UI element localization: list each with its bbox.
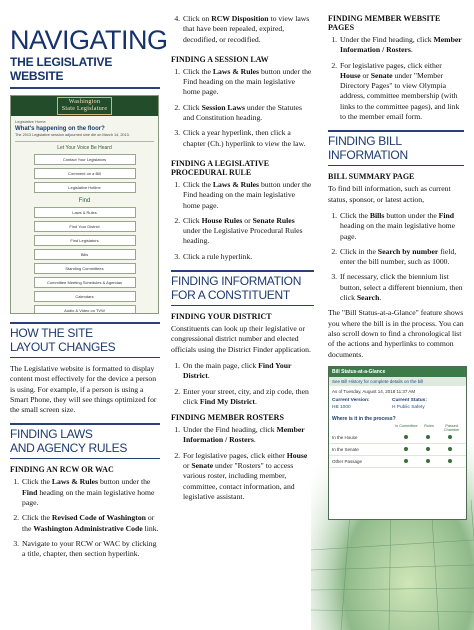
rosters-subheading: FINDING MEMBER ROSTERS (171, 413, 284, 423)
procedural-step: 2. Click House Rules or Senate Rules under the Legislative Procedural Rules heading. (182, 216, 314, 247)
status-values-row (329, 404, 466, 411)
progress-dot-icon (426, 435, 430, 439)
section-rule (171, 270, 314, 272)
status-updated: As of Tuesday, August 14, 2018 11:37 AM (332, 388, 416, 394)
progress-dot-icon (404, 459, 408, 463)
member-web-step: 1. Under the Find heading, click Member Information / Rosters. (339, 35, 464, 56)
find-button[interactable]: Laws & Rules (34, 207, 136, 218)
bill-summary-intro: To find bill information, such as current status, sponsor, or latest action, (328, 184, 451, 204)
constituent-heading-line1: FINDING INFORMATION (171, 274, 302, 289)
progress-dot-icon (448, 447, 452, 451)
column-right (328, 14, 464, 520)
bill-summary-steps (328, 211, 464, 303)
session-law-steps (171, 67, 314, 149)
logo-line2: State Legislature (61, 106, 108, 112)
version-value[interactable]: HB 1000 (332, 404, 351, 410)
find-button[interactable]: Calendars (34, 291, 136, 302)
session-step: 3. Click a year hyperlink, then click a chapter (Ch.) hyperlink to view the law. (182, 128, 314, 149)
section-rule (10, 322, 160, 324)
status-value: H Public Safety (392, 404, 425, 410)
member-web-step: 2. For legislative pages, click either House or Senate under "Member Directory Pages" to view Olympia address, committee membership (with links to the committee pages), and link to the member email form. (339, 61, 464, 123)
screenshot-text: The 2013 Legislative session adjourned sine die on March 14, 2013. (15, 133, 130, 137)
procedural-subheading-line1: FINDING A LEGISLATIVE (171, 158, 270, 168)
progress-dot-icon (448, 459, 452, 463)
bill-summary-step: 3. If necessary, click the biennium list button, select a different biennium, then click Search. (339, 272, 464, 303)
screenshot-divider (15, 141, 154, 142)
constituent-heading-line2: FOR A CONSTITUENT (171, 288, 290, 303)
process-row (329, 432, 466, 444)
status-labels-row (329, 397, 466, 404)
member-web-steps (328, 35, 464, 122)
brochure-title-line2: THE LEGISLATIVE WEBSITE (10, 55, 113, 83)
rcw-steps (10, 477, 160, 559)
section-rule (10, 423, 160, 425)
process-row-label: In the House (332, 434, 358, 440)
process-col-label: Rules (424, 423, 434, 428)
voice-button[interactable]: Contact Your Legislators (34, 154, 136, 165)
process-row (329, 456, 466, 468)
rcw-step: 4. Click on RCW Disposition to view laws that have been repealed, expired, decodified, or recodified. (182, 14, 314, 45)
procedural-steps (171, 180, 314, 262)
bill-summary-subheading: BILL SUMMARY PAGE (328, 172, 415, 182)
district-steps (171, 361, 314, 407)
rcw-step: 1. Click the Laws & Rules button under the Find heading on the main legislative home page. (21, 477, 160, 508)
rosters-step: 2. For legislative pages, click either House or Senate under "Rosters" to access various roster, including member, committee, contact information, and legislative assistant. (182, 451, 314, 502)
procedural-step: 3. Click a rule hyperlink. (182, 252, 314, 262)
find-button[interactable]: Committee Meeting Schedules & Agendas (34, 277, 136, 288)
title-rule (10, 87, 160, 89)
status-label: Current Status: (392, 397, 427, 403)
rosters-step: 1. Under the Find heading, click Member Information / Rosters. (182, 425, 314, 446)
column-middle (171, 14, 314, 507)
glance-paragraph: The "Bill Status-at-a-Glance" feature shows you where the bill is in the process. You can also scroll down to find a chronological list of the actions and hyperlinks to common documents. (328, 308, 464, 359)
bill-info-heading: FINDING BILL INFORMATION (328, 134, 408, 163)
session-step: 1. Click the Laws & Rules button under the Find heading on the main legislative home page. (182, 67, 314, 98)
brochure-title-line1: NAVIGATING (10, 25, 168, 55)
process-row-label: Other Passage (332, 458, 363, 464)
progress-dot-icon (404, 435, 408, 439)
voice-button[interactable]: Comment on a Bill (34, 168, 136, 179)
section-rule (328, 165, 464, 166)
progress-dot-icon (404, 447, 408, 451)
process-question: Where is it in the process? (332, 415, 396, 422)
voice-button[interactable]: Legislative Hotline (34, 182, 136, 193)
rcw-subheading: FINDING AN RCW OR WAC (10, 465, 114, 475)
find-button[interactable]: Standing Committees (34, 263, 136, 274)
homepage-screenshot (10, 95, 159, 314)
status-widget-title: Bill Status-at-a-Glance (329, 367, 466, 377)
legislature-logo (57, 97, 113, 115)
procedural-step: 1. Click the Laws & Rules button under the Find heading on the main legislative home page. (182, 180, 314, 211)
bill-history-link[interactable]: See Bill History for complete details on the bill (329, 377, 466, 386)
section-rule (10, 357, 160, 358)
section-rule (328, 130, 464, 132)
bill-summary-step: 2. Click in the Search by number field, enter the bill number, such as 1000. (339, 247, 464, 268)
session-step: 2. Click Session Laws under the Statutes and Constitution heading. (182, 103, 314, 124)
bill-status-widget (328, 366, 467, 520)
rcw-steps-continued (171, 14, 314, 45)
district-subheading: FINDING YOUR DISTRICT (171, 312, 272, 322)
procedural-subheading-line2: PROCEDURAL RULE (171, 167, 252, 177)
find-button[interactable]: Bills (34, 249, 136, 260)
find-heading: Find (78, 198, 91, 204)
process-columns (329, 424, 466, 432)
logo-line1: Washington (68, 99, 101, 105)
progress-dot-icon (426, 459, 430, 463)
layout-heading-line1: HOW THE SITE (10, 326, 93, 340)
layout-heading-line2: LAYOUT CHANGES (10, 340, 116, 354)
find-button[interactable]: Find Legislators (34, 235, 136, 246)
progress-dot-icon (426, 447, 430, 451)
rcw-step: 2. Click the Revised Code of Washington or the Washington Administrative Code link. (21, 513, 160, 534)
screenshot-heading: What's happening on the floor? (15, 126, 105, 132)
rcw-step: 3. Navigate to your RCW or WAC by clicking a title, chapter, then section hyperlink. (21, 539, 160, 560)
district-paragraph: Constituents can look up their legislative or congressional district number and elected officials using the District Finder application. (171, 324, 311, 354)
voice-heading: Let Your Voice Be Heard (57, 145, 112, 151)
member-web-subheading: FINDING MEMBER WEBSITE PAGES (328, 14, 441, 32)
laws-heading-line2: AND AGENCY RULES (10, 441, 128, 456)
screenshot-breadcrumb: Legislative Home (15, 119, 46, 124)
section-rule (10, 458, 160, 459)
process-row (329, 444, 466, 456)
session-law-subheading: FINDING A SESSION LAW (171, 54, 269, 64)
version-label: Current Version: (332, 397, 370, 403)
column-left (10, 14, 168, 565)
laws-heading-line1: FINDING LAWS (10, 427, 93, 442)
section-rule (171, 305, 314, 306)
process-row-label: In the Senate (332, 446, 359, 452)
rosters-steps (171, 425, 314, 502)
find-button[interactable]: Audio & Video on TVW (34, 305, 136, 314)
process-col-label: In Committee (395, 423, 418, 428)
progress-dot-icon (448, 435, 452, 439)
district-step: 1. On the main page, click Find Your District. (182, 361, 314, 382)
screenshot-header (11, 96, 158, 116)
find-button[interactable]: Find Your District (34, 221, 136, 232)
process-col-label: Passed Chamber (443, 423, 460, 432)
bill-summary-step: 1. Click the Bills button under the Find heading on the main legislative home page. (339, 211, 464, 242)
layout-paragraph: The Legislative website is formatted to display content most effectively for the device a person is using. For example, if a person is using a Smart Phone, they will see things optimized for the small screen size. (10, 364, 157, 415)
district-step: 2. Enter your street, city, and zip code, then click Find My District. (182, 387, 314, 408)
